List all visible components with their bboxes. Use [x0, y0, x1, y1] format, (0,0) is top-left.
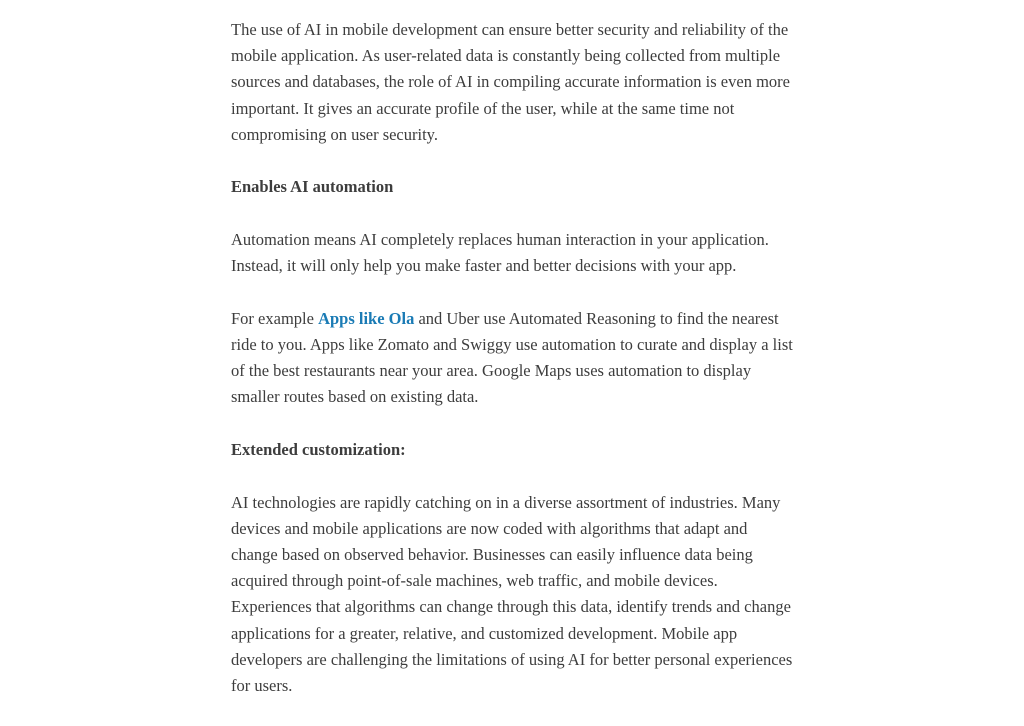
link-apps-like-ola[interactable]: Apps like Ola [318, 308, 415, 328]
paragraph-example [231, 306, 796, 411]
paragraph-example-lead: For example [231, 308, 319, 328]
paragraph-customization: AI technologies are rapidly catching on in a diverse assortment of industries. Many devices and mobile applications are now coded with algorithms that adapt and change based on observed behavior. Businesses can easily influence data being acquired through point-of-sale machines, web traffic, and mobile devices. Experiences that algorithms can change through this data, identify trends and change applications for a greater, relative, and customized development. Mobile app developers are challenging the limitations of using AI for better personal experiences for users. [231, 492, 793, 696]
paragraph-automation: Automation means AI completely replaces human interaction in your application. Instead, it will only help you make faster and better decisions with your app. [231, 230, 769, 276]
article-body [231, 17, 796, 726]
paragraph-example-rest: and Uber use Automated Reasoning to find the nearest ride to you. Apps like Zomato and Swiggy use automation to curate and display a list of the best restaurants near your area. Google Maps uses automation to display smaller routes based on existing data. [231, 308, 793, 407]
paragraph-security: The use of AI in mobile development can ensure better security and reliability of the mobile application. As user-related data is constantly being collected from multiple sources and databases, the role of AI in compiling accurate information is even more important. It gives an accurate profile of the user, while at the same time not compromising on user security. [231, 20, 790, 144]
heading-enables-ai-automation: Enables AI automation [231, 177, 394, 197]
heading-extended-customization: Extended customization: [231, 440, 406, 459]
